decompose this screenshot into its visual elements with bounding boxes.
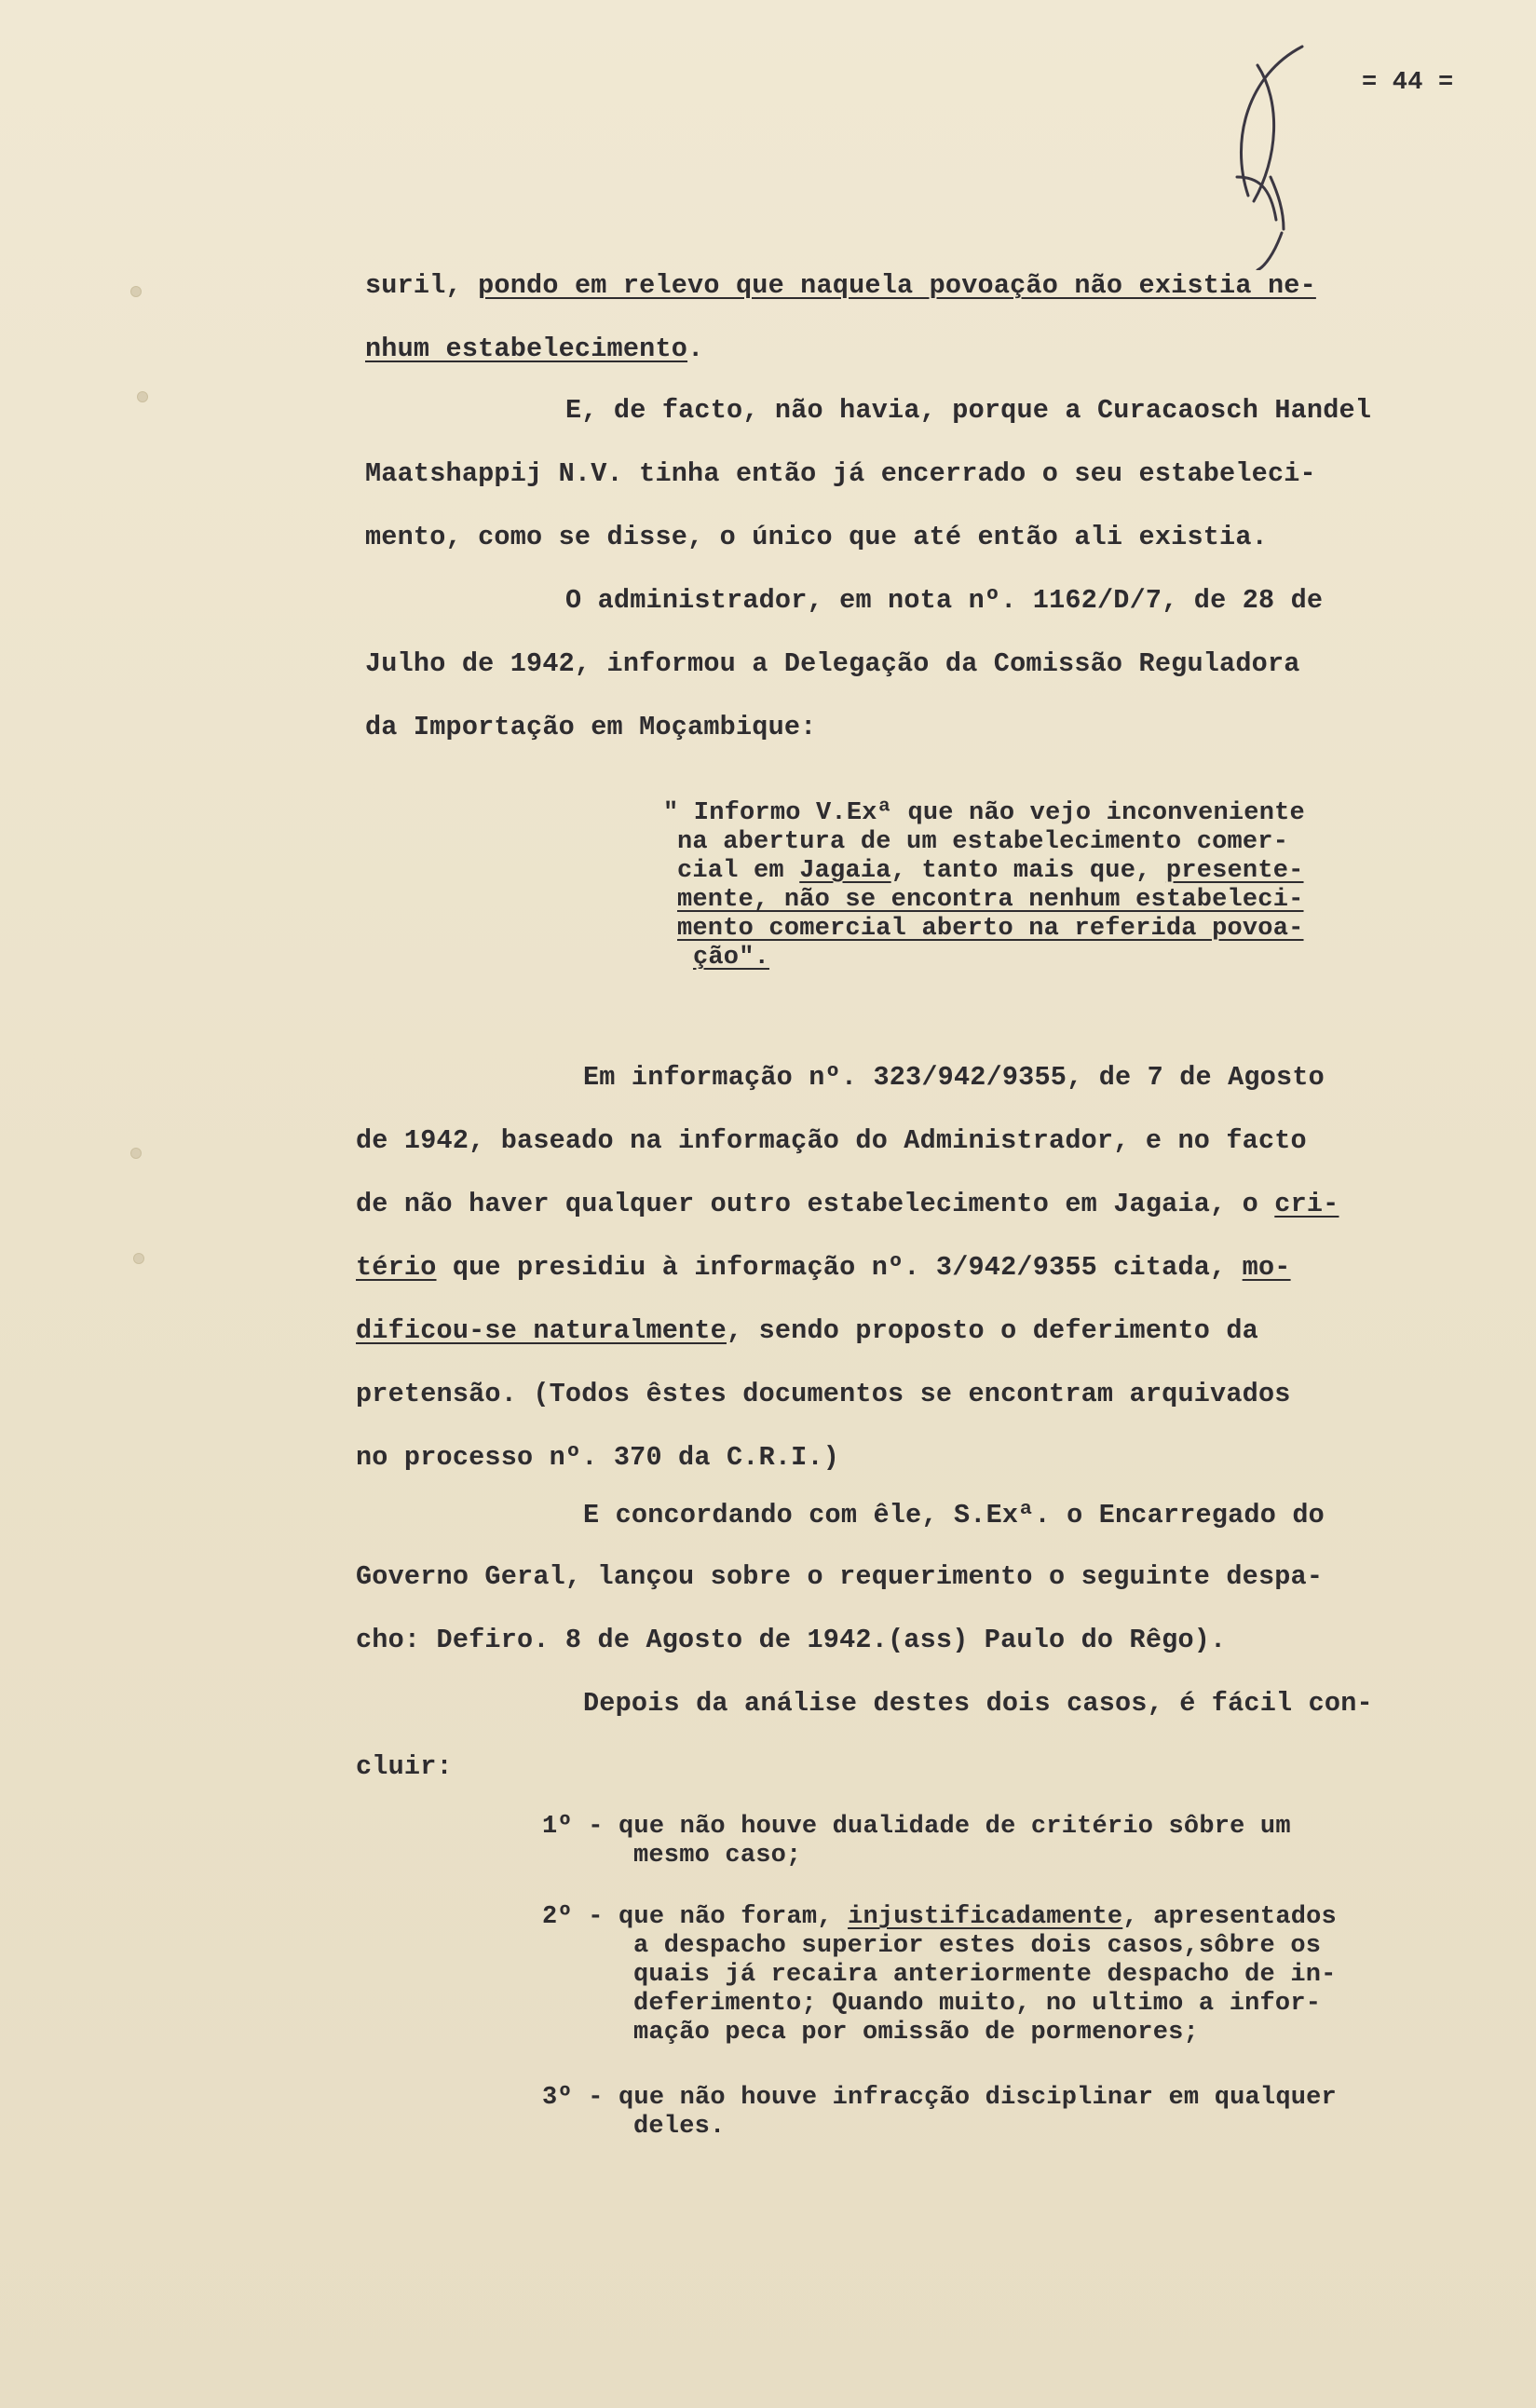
- text-line: pretensão. (Todos êstes documentos se encontram arquivados: [356, 1379, 1291, 1409]
- text-line: da Importação em Moçambique:: [365, 712, 817, 742]
- text-line: mento, como se disse, o único que até então ali existia.: [365, 522, 1268, 552]
- text-run: que presidiu à informação nº. 3/942/9355 citada,: [436, 1252, 1243, 1283]
- quote-line: [677, 915, 1304, 943]
- text-line: Maatshappij N.V. tinha então já encerrado o seu estabeleci-: [365, 458, 1316, 489]
- text-run: , sendo proposto o deferimento da: [726, 1315, 1258, 1346]
- punch-hole-mark: [133, 1253, 144, 1264]
- text-run: de não haver qualquer outro estabelecimento em Jagaia, o: [356, 1189, 1275, 1219]
- punch-hole-mark: [137, 391, 148, 402]
- text-run: , apresentados: [1122, 1903, 1337, 1931]
- text-line: [356, 1189, 1339, 1220]
- text-line: [356, 1252, 1291, 1284]
- text-line: E, de facto, não havia, porque a Curacaosch Handel: [565, 395, 1372, 426]
- text-line: [356, 1315, 1258, 1347]
- underlined-text: presente-: [1165, 857, 1304, 885]
- underlined-text: Jagaia: [799, 857, 891, 885]
- text-run: , tanto mais que,: [890, 857, 1166, 885]
- text-line: de 1942, baseado na informação do Administrador, e no facto: [356, 1125, 1307, 1156]
- underlined-text: pondo em relevo que naquela povoação não existia ne-: [478, 270, 1316, 301]
- underlined-text: cri-: [1274, 1189, 1339, 1219]
- list-item-line: mesmo caso;: [633, 1842, 802, 1870]
- list-item-line: mação peca por omissão de pormenores;: [633, 2019, 1199, 2047]
- list-item-line: quais já recaira anteriormente despacho de in-: [633, 1961, 1337, 1989]
- quote-line: [677, 857, 1304, 885]
- text-line: Julho de 1942, informou a Delegação da Comissão Reguladora: [365, 648, 1300, 679]
- quote-line: [677, 886, 1304, 914]
- list-item-line: 3º - que não houve infracção disciplinar em qualquer: [542, 2084, 1337, 2112]
- text-line: Em informação nº. 323/942/9355, de 7 de Agosto: [583, 1062, 1325, 1093]
- text-line: Governo Geral, lançou sobre o requerimento o seguinte despa-: [356, 1561, 1324, 1592]
- underlined-text: mente, não se encontra nenhum estabeleci-: [677, 886, 1304, 914]
- text-run: .: [687, 333, 704, 364]
- text-line: Depois da análise destes dois casos, é fácil con-: [583, 1688, 1373, 1719]
- quote-line: na abertura de um estabelecimento comer-: [677, 828, 1289, 856]
- text-line: E concordando com êle, S.Exª. o Encarregado do: [583, 1500, 1325, 1531]
- list-item-line: 1º - que não houve dualidade de critério sôbre um: [542, 1813, 1291, 1841]
- text-line: cluir:: [356, 1751, 453, 1782]
- text-run: 2º - que não foram,: [542, 1903, 849, 1931]
- list-item-line: deles.: [633, 2113, 726, 2141]
- underlined-text: ção".: [693, 944, 770, 972]
- text-line: no processo nº. 370 da C.R.I.): [356, 1442, 840, 1473]
- punch-hole-mark: [130, 286, 142, 297]
- underlined-text: tério: [356, 1252, 437, 1283]
- quote-line: [693, 944, 769, 972]
- punch-hole-mark: [130, 1148, 142, 1159]
- list-item-line: [542, 1903, 1337, 1931]
- page-number: = 44 =: [1362, 69, 1454, 97]
- list-item-line: a despacho superior estes dois casos,sôbre os: [633, 1932, 1322, 1960]
- text-run: cial em: [677, 857, 800, 885]
- text-line: [365, 333, 703, 365]
- underlined-text: dificou-se naturalmente: [356, 1315, 727, 1346]
- list-item-line: deferimento; Quando muito, no ultimo a infor-: [633, 1990, 1322, 2018]
- underlined-text: mento comercial aberto na referida povoa-: [677, 915, 1304, 943]
- quote-line: " Informo V.Exª que não vejo inconveniente: [663, 799, 1305, 827]
- underlined-text: injustificadamente: [848, 1903, 1123, 1931]
- text-line: cho: Defiro. 8 de Agosto de 1942.(ass) Paulo do Rêgo).: [356, 1625, 1227, 1655]
- text-line: O administrador, em nota nº. 1162/D/7, de 28 de: [565, 585, 1324, 616]
- text-run: suril,: [365, 270, 479, 301]
- text-line: [365, 270, 1316, 302]
- underlined-text: mo-: [1242, 1252, 1291, 1283]
- handwritten-initials: [1192, 37, 1351, 270]
- underlined-text: nhum estabelecimento: [365, 333, 688, 364]
